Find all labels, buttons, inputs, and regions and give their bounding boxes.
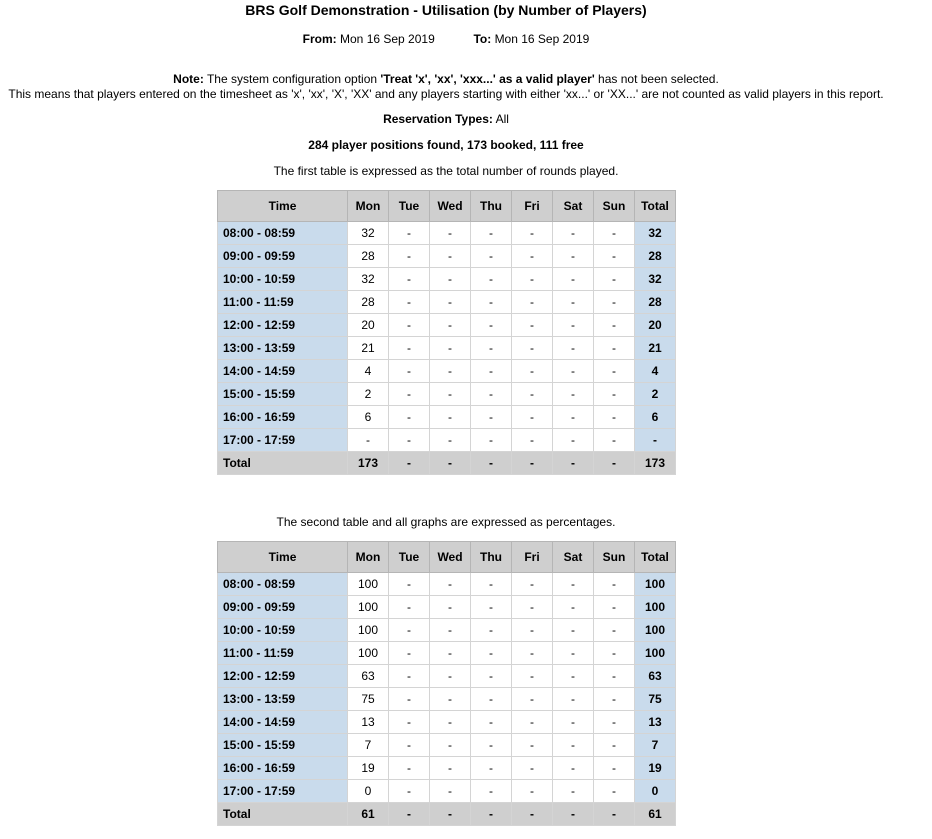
cell-mon: 63 xyxy=(348,665,389,688)
cell-tue: - xyxy=(389,711,430,734)
cell-tue: - xyxy=(389,665,430,688)
note-line-2: This means that players entered on the timesheet as 'x', 'xx', 'X', 'XX' and any players starting with either 'xx...' or 'XX...' are not counted as valid players in this report. xyxy=(8,87,884,101)
cell-sun: - xyxy=(594,360,635,383)
cell-tue: - xyxy=(389,803,430,826)
cell-time: 14:00 - 14:59 xyxy=(218,360,348,383)
cell-total: 32 xyxy=(635,268,676,291)
total-label: Total xyxy=(218,452,348,475)
cell-wed: - xyxy=(430,757,471,780)
cell-sat: - xyxy=(553,383,594,406)
cell-time: 11:00 - 11:59 xyxy=(218,291,348,314)
cell-thu: - xyxy=(471,406,512,429)
cell-mon: 19 xyxy=(348,757,389,780)
cell-sat: - xyxy=(553,337,594,360)
cell-wed: - xyxy=(430,383,471,406)
cell-wed: - xyxy=(430,780,471,803)
cell-mon: 4 xyxy=(348,360,389,383)
to-date: Mon 16 Sep 2019 xyxy=(494,32,590,46)
cell-thu: - xyxy=(471,337,512,360)
table-row xyxy=(218,757,676,780)
cell-total: 28 xyxy=(635,291,676,314)
table-row xyxy=(218,734,676,757)
cell-total: 6 xyxy=(635,406,676,429)
cell-fri: - xyxy=(512,780,553,803)
cell-time: 10:00 - 10:59 xyxy=(218,619,348,642)
cell-fri: - xyxy=(512,734,553,757)
total-row xyxy=(218,803,676,826)
cell-total: 100 xyxy=(635,573,676,596)
cell-sat: - xyxy=(553,780,594,803)
cell-total: 100 xyxy=(635,596,676,619)
cell-wed: - xyxy=(430,734,471,757)
cell-fri: - xyxy=(512,406,553,429)
table-row xyxy=(218,688,676,711)
cell-wed: - xyxy=(430,314,471,337)
cell-mon: 100 xyxy=(348,573,389,596)
cell-mon: 75 xyxy=(348,688,389,711)
cell-time: 15:00 - 15:59 xyxy=(218,383,348,406)
cell-sat: - xyxy=(553,711,594,734)
cell-sat: - xyxy=(553,314,594,337)
cell-time: 15:00 - 15:59 xyxy=(218,734,348,757)
cell-fri: - xyxy=(512,429,553,452)
cell-fri: - xyxy=(512,596,553,619)
cell-total: 21 xyxy=(635,337,676,360)
percentage-table xyxy=(217,541,676,826)
cell-sat: - xyxy=(553,573,594,596)
cell-mon: 0 xyxy=(348,780,389,803)
cell-total: 0 xyxy=(635,780,676,803)
cell-time: 11:00 - 11:59 xyxy=(218,642,348,665)
cell-total: 100 xyxy=(635,642,676,665)
header-thu: Thu xyxy=(471,191,512,222)
header-tue: Tue xyxy=(389,191,430,222)
table-row xyxy=(218,222,676,245)
header-time: Time xyxy=(218,542,348,573)
cell-fri: - xyxy=(512,711,553,734)
report-title: BRS Golf Demonstration - Utilisation (by Number of Players) xyxy=(245,2,647,18)
cell-mon: 173 xyxy=(348,452,389,475)
note-post: has not been selected. xyxy=(598,72,719,86)
cell-time: 13:00 - 13:59 xyxy=(218,688,348,711)
header-sat: Sat xyxy=(553,542,594,573)
cell-thu: - xyxy=(471,665,512,688)
header-row xyxy=(218,191,676,222)
cell-tue: - xyxy=(389,642,430,665)
cell-total: - xyxy=(635,429,676,452)
cell-wed: - xyxy=(430,803,471,826)
cell-total: 100 xyxy=(635,619,676,642)
table-row xyxy=(218,406,676,429)
cell-sat: - xyxy=(553,642,594,665)
header-total: Total xyxy=(635,542,676,573)
cell-thu: - xyxy=(471,642,512,665)
cell-tue: - xyxy=(389,734,430,757)
cell-sat: - xyxy=(553,596,594,619)
cell-sun: - xyxy=(594,337,635,360)
cell-tue: - xyxy=(389,291,430,314)
cell-tue: - xyxy=(389,383,430,406)
cell-tue: - xyxy=(389,452,430,475)
cell-mon: 2 xyxy=(348,383,389,406)
cell-wed: - xyxy=(430,222,471,245)
cell-tue: - xyxy=(389,222,430,245)
table-row xyxy=(218,780,676,803)
cell-mon: 28 xyxy=(348,245,389,268)
cell-sun: - xyxy=(594,803,635,826)
cell-sun: - xyxy=(594,688,635,711)
cell-sun: - xyxy=(594,452,635,475)
cell-time: 10:00 - 10:59 xyxy=(218,268,348,291)
cell-fri: - xyxy=(512,573,553,596)
cell-mon: 100 xyxy=(348,642,389,665)
header-fri: Fri xyxy=(512,542,553,573)
cell-total: 75 xyxy=(635,688,676,711)
cell-fri: - xyxy=(512,619,553,642)
cell-total: 28 xyxy=(635,245,676,268)
note-line-1 xyxy=(0,72,892,86)
header-mon: Mon xyxy=(348,542,389,573)
cell-thu: - xyxy=(471,711,512,734)
cell-sun: - xyxy=(594,596,635,619)
cell-fri: - xyxy=(512,452,553,475)
header-tue: Tue xyxy=(389,542,430,573)
cell-mon: 20 xyxy=(348,314,389,337)
cell-mon: 32 xyxy=(348,268,389,291)
cell-wed: - xyxy=(430,688,471,711)
cell-time: 13:00 - 13:59 xyxy=(218,337,348,360)
cell-wed: - xyxy=(430,573,471,596)
header-mon: Mon xyxy=(348,191,389,222)
cell-wed: - xyxy=(430,268,471,291)
cell-sun: - xyxy=(594,406,635,429)
table1-description: The first table is expressed as the total number of rounds played. xyxy=(273,164,619,178)
note-option: 'Treat 'x', 'xx', 'xxx...' as a valid player' xyxy=(380,72,595,86)
header-fri: Fri xyxy=(512,191,553,222)
cell-total: 13 xyxy=(635,711,676,734)
header-sun: Sun xyxy=(594,542,635,573)
note-pre: The system configuration option xyxy=(206,72,378,86)
total-label: Total xyxy=(218,803,348,826)
cell-sun: - xyxy=(594,619,635,642)
cell-total: 19 xyxy=(635,757,676,780)
summary-text: 284 player positions found, 173 booked, 111 free xyxy=(308,138,584,152)
table-row xyxy=(218,665,676,688)
table-body xyxy=(218,222,676,475)
cell-tue: - xyxy=(389,688,430,711)
cell-time: 17:00 - 17:59 xyxy=(218,780,348,803)
cell-mon: - xyxy=(348,429,389,452)
from-label: From: xyxy=(302,32,337,46)
cell-tue: - xyxy=(389,573,430,596)
cell-tue: - xyxy=(389,245,430,268)
cell-sun: - xyxy=(594,383,635,406)
cell-time: 16:00 - 16:59 xyxy=(218,406,348,429)
cell-thu: - xyxy=(471,222,512,245)
cell-tue: - xyxy=(389,406,430,429)
header-thu: Thu xyxy=(471,542,512,573)
cell-wed: - xyxy=(430,406,471,429)
cell-thu: - xyxy=(471,596,512,619)
cell-total: 7 xyxy=(635,734,676,757)
cell-thu: - xyxy=(471,619,512,642)
cell-mon: 28 xyxy=(348,291,389,314)
table-row xyxy=(218,573,676,596)
to-label: To: xyxy=(473,32,492,46)
cell-time: 08:00 - 08:59 xyxy=(218,222,348,245)
cell-sun: - xyxy=(594,429,635,452)
table-row xyxy=(218,337,676,360)
cell-mon: 61 xyxy=(348,803,389,826)
reservation-label: Reservation Types: xyxy=(383,112,493,126)
table2-description: The second table and all graphs are expressed as percentages. xyxy=(276,515,616,529)
cell-thu: - xyxy=(471,360,512,383)
cell-fri: - xyxy=(512,245,553,268)
cell-time: 14:00 - 14:59 xyxy=(218,711,348,734)
table-row xyxy=(218,360,676,383)
header-sun: Sun xyxy=(594,191,635,222)
cell-tue: - xyxy=(389,268,430,291)
cell-total: 32 xyxy=(635,222,676,245)
cell-sun: - xyxy=(594,642,635,665)
cell-thu: - xyxy=(471,803,512,826)
cell-sat: - xyxy=(553,268,594,291)
cell-wed: - xyxy=(430,665,471,688)
cell-mon: 32 xyxy=(348,222,389,245)
cell-tue: - xyxy=(389,337,430,360)
cell-sun: - xyxy=(594,573,635,596)
table-row xyxy=(218,291,676,314)
cell-sat: - xyxy=(553,452,594,475)
cell-tue: - xyxy=(389,619,430,642)
cell-time: 16:00 - 16:59 xyxy=(218,757,348,780)
header-wed: Wed xyxy=(430,191,471,222)
cell-thu: - xyxy=(471,291,512,314)
cell-fri: - xyxy=(512,314,553,337)
from-date: Mon 16 Sep 2019 xyxy=(340,32,435,46)
cell-wed: - xyxy=(430,452,471,475)
cell-mon: 21 xyxy=(348,337,389,360)
cell-sat: - xyxy=(553,757,594,780)
cell-sat: - xyxy=(553,619,594,642)
cell-fri: - xyxy=(512,665,553,688)
cell-thu: - xyxy=(471,268,512,291)
cell-tue: - xyxy=(389,314,430,337)
cell-sat: - xyxy=(553,406,594,429)
cell-fri: - xyxy=(512,268,553,291)
cell-fri: - xyxy=(512,642,553,665)
cell-sat: - xyxy=(553,688,594,711)
cell-sat: - xyxy=(553,665,594,688)
table-row xyxy=(218,711,676,734)
total-row xyxy=(218,452,676,475)
cell-thu: - xyxy=(471,734,512,757)
cell-tue: - xyxy=(389,780,430,803)
cell-sun: - xyxy=(594,245,635,268)
cell-wed: - xyxy=(430,337,471,360)
cell-sun: - xyxy=(594,222,635,245)
cell-thu: - xyxy=(471,573,512,596)
cell-time: 08:00 - 08:59 xyxy=(218,573,348,596)
cell-sat: - xyxy=(553,803,594,826)
cell-total: 20 xyxy=(635,314,676,337)
table-row xyxy=(218,596,676,619)
cell-wed: - xyxy=(430,596,471,619)
table-body xyxy=(218,573,676,826)
cell-wed: - xyxy=(430,360,471,383)
table-row xyxy=(218,642,676,665)
cell-total: 63 xyxy=(635,665,676,688)
cell-fri: - xyxy=(512,688,553,711)
cell-tue: - xyxy=(389,429,430,452)
cell-sun: - xyxy=(594,734,635,757)
reservation-value: All xyxy=(495,112,509,126)
table-row xyxy=(218,619,676,642)
cell-thu: - xyxy=(471,452,512,475)
cell-mon: 100 xyxy=(348,596,389,619)
cell-sun: - xyxy=(594,711,635,734)
rounds-table xyxy=(217,190,676,475)
cell-mon: 7 xyxy=(348,734,389,757)
cell-mon: 100 xyxy=(348,619,389,642)
table-row xyxy=(218,383,676,406)
cell-tue: - xyxy=(389,757,430,780)
cell-sun: - xyxy=(594,665,635,688)
cell-total: 2 xyxy=(635,383,676,406)
date-range xyxy=(0,32,892,46)
cell-sat: - xyxy=(553,734,594,757)
reservation-types xyxy=(0,112,892,126)
cell-fri: - xyxy=(512,291,553,314)
cell-fri: - xyxy=(512,360,553,383)
note-label: Note: xyxy=(173,72,204,86)
cell-sat: - xyxy=(553,429,594,452)
cell-wed: - xyxy=(430,291,471,314)
table-row xyxy=(218,429,676,452)
cell-thu: - xyxy=(471,314,512,337)
cell-sat: - xyxy=(553,291,594,314)
cell-time: 09:00 - 09:59 xyxy=(218,596,348,619)
cell-thu: - xyxy=(471,429,512,452)
cell-total: 61 xyxy=(635,803,676,826)
header-time: Time xyxy=(218,191,348,222)
cell-sun: - xyxy=(594,268,635,291)
cell-thu: - xyxy=(471,245,512,268)
cell-sun: - xyxy=(594,291,635,314)
table-row xyxy=(218,268,676,291)
cell-mon: 6 xyxy=(348,406,389,429)
cell-time: 09:00 - 09:59 xyxy=(218,245,348,268)
cell-sat: - xyxy=(553,245,594,268)
cell-time: 12:00 - 12:59 xyxy=(218,314,348,337)
cell-thu: - xyxy=(471,383,512,406)
cell-wed: - xyxy=(430,245,471,268)
cell-sun: - xyxy=(594,314,635,337)
header-row xyxy=(218,542,676,573)
cell-sat: - xyxy=(553,360,594,383)
table-row xyxy=(218,245,676,268)
cell-fri: - xyxy=(512,337,553,360)
cell-wed: - xyxy=(430,711,471,734)
cell-thu: - xyxy=(471,780,512,803)
header-wed: Wed xyxy=(430,542,471,573)
cell-fri: - xyxy=(512,383,553,406)
header-sat: Sat xyxy=(553,191,594,222)
cell-mon: 13 xyxy=(348,711,389,734)
header-total: Total xyxy=(635,191,676,222)
cell-sun: - xyxy=(594,780,635,803)
cell-total: 4 xyxy=(635,360,676,383)
table-row xyxy=(218,314,676,337)
cell-thu: - xyxy=(471,688,512,711)
cell-time: 17:00 - 17:59 xyxy=(218,429,348,452)
cell-fri: - xyxy=(512,222,553,245)
cell-wed: - xyxy=(430,642,471,665)
cell-tue: - xyxy=(389,360,430,383)
cell-time: 12:00 - 12:59 xyxy=(218,665,348,688)
cell-tue: - xyxy=(389,596,430,619)
cell-total: 173 xyxy=(635,452,676,475)
cell-fri: - xyxy=(512,803,553,826)
cell-wed: - xyxy=(430,619,471,642)
cell-thu: - xyxy=(471,757,512,780)
cell-sun: - xyxy=(594,757,635,780)
cell-fri: - xyxy=(512,757,553,780)
cell-sat: - xyxy=(553,222,594,245)
cell-wed: - xyxy=(430,429,471,452)
